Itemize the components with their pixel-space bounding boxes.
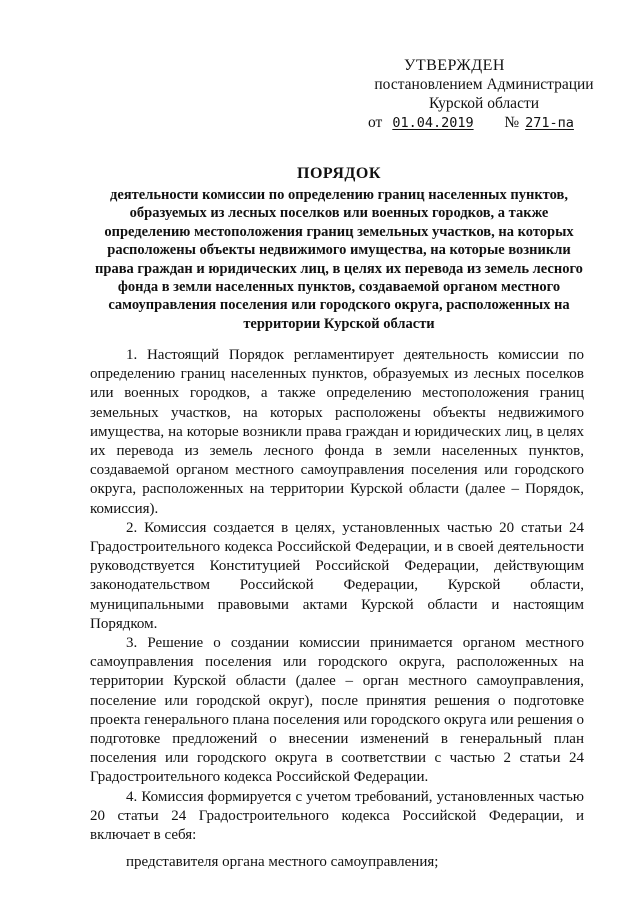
paragraph-2: 2. Комиссия создается в целях, установленных частью 20 статьи 24 Градостроительного кодекса Российской Федерации, и в своей деятельности руководствуется Конституцией Российской Федерации, действующим законодательством Российской Федерации, Курской области, муниципальными правовыми актами Курской области и настоящим Порядком. xyxy=(90,519,584,632)
document-heading xyxy=(90,164,588,333)
paragraph-4: 4. Комиссия формируется с учетом требований, установленных частью 20 статьи 24 Градостроительного кодекса Российской Федерации, и включает в себя: xyxy=(90,788,584,844)
document-body xyxy=(90,346,584,872)
list-item: представителя органа местного самоуправления; xyxy=(126,854,439,871)
approval-number: 271-па xyxy=(525,115,574,131)
approval-title: УТВЕРЖДЕН xyxy=(404,57,505,74)
paragraph-1: 1. Настоящий Порядок регламентирует деятельность комиссии по определению границ населенных пунктов, образуемых из лесных поселков или военных городков, а также определению местоположения границ земельных участков, на которых расположены объекты недвижимого имущества, на которые возникли права граждан и юридических лиц, в целях их перевода из земель лесного фонда в земли населенных пунктов, создаваемой органом местного самоуправления поселения или городского округа, расположенных на территории Курской области (далее – Порядок, комиссия). xyxy=(90,347,584,517)
date-prefix: от xyxy=(368,114,383,131)
approval-region: Курской области xyxy=(428,95,540,112)
approval-stamp xyxy=(364,56,604,133)
approval-date: 01.04.2019 xyxy=(392,115,474,131)
paragraph-3: 3. Решение о создании комиссии принимается органом местного самоуправления поселения или городского округа, расположенных на территории Курской области (далее – орган местного самоуправления, поселение или городской округ), после принятия решения о подготовке проекта генерального плана поселения или городского округа или решения о подготовке предложений о внесении изменений в генеральный план поселения или городского округа в соответствии с частью 2 статьи 24 Градостроительного кодекса Российской Федерации. xyxy=(90,635,584,786)
document-subtitle: деятельности комиссии по определению границ населенных пунктов, образуемых из лесных поселков или военных городков, а также определению местоположения границ земельных участков, на которых расположены объекты недвижимого имущества, на которые возникли права граждан и юридических лиц, в целях их перевода из земель лесного фонда в земли населенных пунктов, создаваемой органом местного самоуправления поселения или городского округа, расположенных на территории Курской области xyxy=(95,187,583,332)
number-label: № xyxy=(504,114,520,131)
approval-date-line xyxy=(368,113,604,133)
document-title: ПОРЯДОК xyxy=(297,165,381,182)
approval-issuer: постановлением Администрации xyxy=(374,76,594,93)
